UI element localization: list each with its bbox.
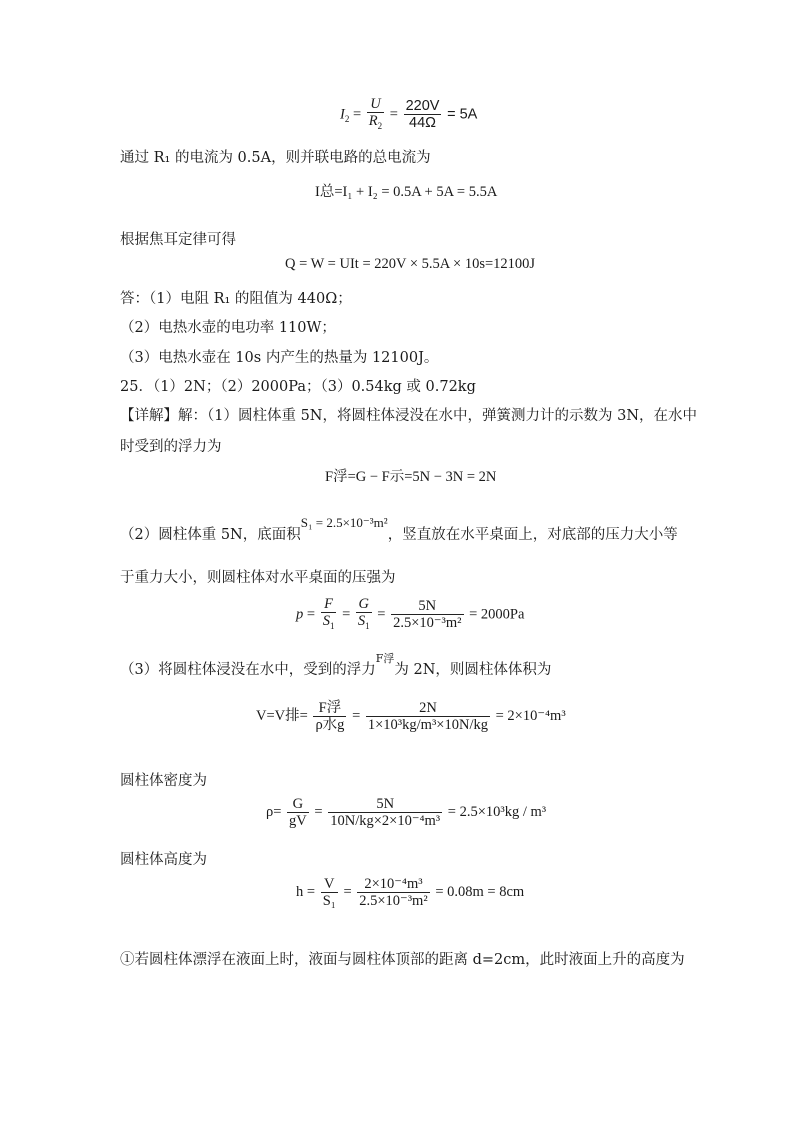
equation-total-current: I总=I₁ + I₂ = 0.5A + 5A = 5.5A bbox=[315, 184, 498, 200]
equation-heat: Q = W = UIt = 220V × 5.5A × 10s=12100J bbox=[285, 256, 536, 272]
answer-1: 答：（1）电阻 R₁ 的阻值为 440Ω； bbox=[120, 291, 352, 307]
detail-3a-text: （3）将圆柱体浸没在水中，受到的浮力 bbox=[120, 662, 376, 678]
buoyancy-symbol: F浮 bbox=[375, 652, 395, 665]
equation-i2: $I_2$ = $\frac{U}{R_2}$ = $\frac{220V}{44\Omega}$ = 5A bbox=[340, 96, 478, 132]
detail-1: 【详解】解：（1）圆柱体重 5N，将圆柱体浸没在水中，弹簧测力计的示数为 3N，在水中 bbox=[120, 408, 698, 424]
equation-height: h = $\frac{V}{\text{S₁}}$ = $\frac{\text{2×10⁻⁴m³}}{\text{2.5×10⁻³m²}}$ = 0.08m = 8cm bbox=[296, 876, 525, 909]
height-text: 圆柱体高度为 bbox=[120, 852, 207, 868]
equation-pressure: p = $\frac{F}{S_1}$ = $\frac{G}{S_1}$ = $\frac{5N}{\text{2.5×10⁻³m²}}$ = 2000Pa bbox=[296, 596, 525, 632]
density-text: 圆柱体密度为 bbox=[120, 773, 207, 789]
detail-3b-text: 为 2N，则圆柱体体积为 bbox=[394, 662, 552, 678]
detail-3 bbox=[120, 652, 552, 681]
equation-buoyancy: F浮=G − F示=5N − 3N = 2N bbox=[325, 469, 497, 485]
detail-1b: 时受到的浮力为 bbox=[120, 439, 222, 455]
answer-3: （3）电热水壶在 10s 内产生的热量为 12100J。 bbox=[120, 350, 439, 366]
question-25-answers: 25．（1）2N；（2）2000Pa；（3）0.54kg 或 0.72kg bbox=[120, 379, 476, 395]
equation-volume: V=V排= $\frac{\text{F浮}}{\text{ρ水g}}$ = $\frac{2N}{\text{1×10³kg/m³×10N/kg}}$ = 2×10⁻⁴m³ bbox=[256, 700, 566, 733]
answer-2: （2）电热水壶的电功率 110W； bbox=[120, 320, 336, 336]
detail-2c: 于重力大小，则圆柱体对水平桌面的压强为 bbox=[120, 570, 396, 586]
floating-case-text: ①若圆柱体漂浮在液面上时，液面与圆柱体顶部的距离 d=2cm，此时液面上升的高度为 bbox=[120, 952, 685, 968]
area-expression: S₁ = 2.5×10⁻³m² bbox=[300, 515, 388, 530]
detail-2a-text: （2）圆柱体重 5N，底面积 bbox=[120, 527, 301, 543]
detail-2b-text: ，竖直放在水平桌面上，对底部的压力大小等 bbox=[387, 527, 678, 543]
equation-density: ρ= $\frac{G}{gV}$ = $\frac{5N}{\text{10N/kg×2×10⁻⁴m³}}$ = 2.5×10³kg / m³ bbox=[266, 796, 547, 829]
detail-2a bbox=[120, 515, 678, 545]
current-text: 通过 R₁ 的电流为 0.5A，则并联电路的总电流为 bbox=[120, 150, 431, 166]
joule-text: 根据焦耳定律可得 bbox=[120, 232, 236, 248]
